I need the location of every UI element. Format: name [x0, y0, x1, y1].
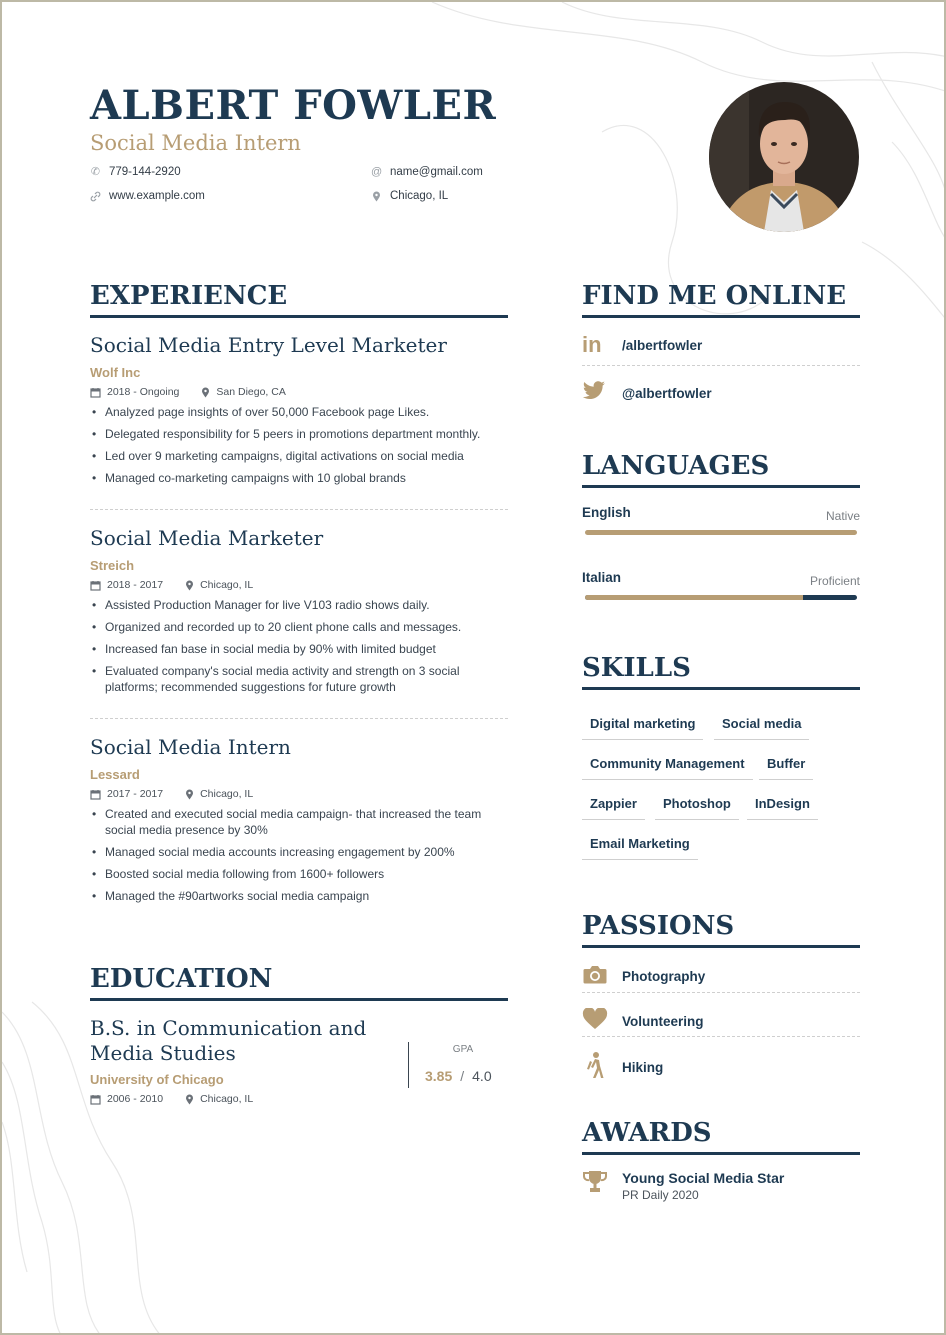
calendar-icon	[90, 789, 101, 800]
phone-icon: ✆	[90, 165, 101, 178]
skill-tag: Email Marketing	[582, 836, 698, 860]
education-dates	[90, 1093, 163, 1105]
language-level: Proficient	[809, 574, 860, 588]
profile-photo	[709, 82, 859, 232]
school-name: University of Chicago	[90, 1072, 224, 1087]
camera-icon	[582, 963, 608, 990]
job-location-text: Chicago, IL	[200, 579, 254, 591]
contact-email[interactable]	[371, 166, 483, 178]
twitter-handle[interactable]: @albertfowler	[622, 386, 712, 401]
job-divider	[90, 509, 508, 510]
language-bar	[585, 530, 857, 535]
languages-heading: LANGUAGES	[582, 451, 860, 488]
location-pin-icon	[185, 1094, 194, 1105]
job-bullets	[90, 597, 508, 695]
gpa-separator: /	[460, 1068, 465, 1084]
passion-divider	[582, 1036, 860, 1037]
language-item	[582, 570, 860, 588]
job-bullet: • Created and executed social media campaign- that increased the team social media presence by 30%	[90, 806, 490, 838]
online-divider	[582, 365, 860, 366]
job-bullet: • Evaluated company's social media activity and strength on 3 social platforms; recommended suggestions for future growth	[90, 663, 490, 695]
education-dates-text: 2006 - 2010	[107, 1093, 164, 1105]
job-bullets	[90, 404, 508, 486]
contact-website[interactable]	[90, 190, 205, 202]
job-title: Social Media Intern	[90, 735, 291, 759]
job-dates	[90, 386, 179, 398]
calendar-icon	[90, 387, 101, 398]
location-pin-icon	[201, 387, 210, 398]
job-bullet: • Increased fan base in social media by 90% with limited budget	[90, 641, 508, 657]
passion-divider	[582, 992, 860, 993]
job-bullet: • Boosted social media following from 1600+ followers	[90, 866, 508, 882]
degree-title: B.S. in Communication and Media Studies	[90, 1016, 367, 1065]
gpa-label: GPA	[452, 1044, 474, 1055]
location-pin-icon	[185, 789, 194, 800]
job-meta	[90, 579, 508, 591]
job-location-text: San Diego, CA	[216, 386, 286, 398]
job-meta	[90, 788, 508, 800]
language-name: Italian	[582, 570, 622, 585]
location-pin-icon	[371, 191, 382, 202]
job-dates-text: 2017 - 2017	[107, 788, 164, 800]
job-meta	[90, 386, 508, 398]
email-text[interactable]: name@gmail.com	[390, 166, 483, 178]
job-entry	[90, 333, 508, 492]
education-location	[185, 1093, 253, 1105]
gpa-values	[425, 1068, 492, 1084]
online-heading: FIND ME ONLINE	[582, 281, 860, 318]
education-meta	[90, 1093, 508, 1105]
passion-label: Photography	[622, 969, 706, 984]
job-bullet: • Led over 9 marketing campaigns, digital activations on social media	[90, 448, 508, 464]
skill-tag: InDesign	[747, 796, 818, 820]
award-title: Young Social Media Star	[622, 1170, 785, 1186]
job-location-text: Chicago, IL	[200, 788, 254, 800]
contact-phone	[90, 166, 181, 178]
skill-tag: Photoshop	[655, 796, 739, 820]
candidate-name: ALBERT FOWLER	[90, 82, 497, 129]
passion-item	[582, 1051, 860, 1084]
language-bar-fill	[585, 595, 803, 600]
website-text[interactable]: www.example.com	[109, 190, 205, 202]
job-bullet: • Organized and recorded up to 20 client phone calls and messages.	[90, 619, 508, 635]
skill-tag: Buffer	[759, 756, 813, 780]
awards-heading: AWARDS	[582, 1118, 860, 1155]
language-name: English	[582, 505, 631, 520]
education-location-text: Chicago, IL	[200, 1093, 254, 1105]
job-bullet: • Managed social media accounts increasing engagement by 200%	[90, 844, 508, 860]
job-bullet: • Delegated responsibility for 5 peers in promotions department monthly.	[90, 426, 508, 442]
job-bullet: • Managed the #90artworks social media campaign	[90, 888, 508, 904]
skill-tag: Zappier	[582, 796, 645, 820]
award-subtitle: PR Daily 2020	[622, 1188, 699, 1202]
skill-tag: Community Management	[582, 756, 753, 780]
job-title: Social Media Entry Level Marketer	[90, 333, 447, 357]
job-bullet: • Analyzed page insights of over 50,000 Facebook page Likes.	[90, 404, 508, 420]
gpa-max: 4.0	[472, 1068, 492, 1084]
passion-label: Volunteering	[622, 1014, 704, 1029]
skills-heading: SKILLS	[582, 653, 860, 690]
job-location	[185, 788, 253, 800]
job-dates-text: 2018 - 2017	[107, 579, 164, 591]
location-text: Chicago, IL	[390, 190, 449, 202]
heart-icon	[582, 1008, 608, 1035]
passion-item	[582, 1008, 860, 1035]
job-dates	[90, 579, 163, 591]
linkedin-icon: in	[582, 332, 602, 357]
online-item-twitter[interactable]	[582, 381, 860, 406]
skill-tag: Social media	[714, 716, 809, 740]
location-pin-icon	[185, 580, 194, 591]
job-dates	[90, 788, 163, 800]
job-entry	[90, 526, 508, 701]
phone-text: 779-144-2920	[109, 166, 181, 178]
job-bullet: • Managed co-marketing campaigns with 10 global brands	[90, 470, 508, 486]
language-level: Native	[825, 509, 860, 523]
job-company: Lessard	[90, 767, 140, 782]
award-text	[622, 1170, 784, 1202]
language-item	[582, 505, 860, 523]
candidate-role: Social Media Intern	[90, 131, 301, 155]
calendar-icon	[90, 1094, 101, 1105]
hiking-icon	[582, 1051, 608, 1084]
job-title: Social Media Marketer	[90, 526, 324, 550]
gpa-box	[408, 1042, 518, 1088]
link-icon	[90, 191, 101, 202]
job-company: Wolf Inc	[90, 365, 141, 380]
job-entry	[90, 735, 508, 910]
job-location	[201, 386, 285, 398]
job-bullet: • Assisted Production Manager for live V103 radio shows daily.	[90, 597, 508, 613]
skill-tag: Digital marketing	[582, 716, 703, 740]
job-divider	[90, 718, 508, 719]
award-item	[582, 1170, 860, 1202]
trophy-icon	[582, 1170, 608, 1199]
twitter-icon	[582, 381, 608, 406]
calendar-icon	[90, 580, 101, 591]
online-item-linkedin[interactable]	[582, 332, 860, 358]
gpa-value: 3.85	[425, 1068, 453, 1084]
job-company: Streich	[90, 558, 135, 573]
passion-label: Hiking	[622, 1060, 664, 1075]
passions-heading: PASSIONS	[582, 911, 860, 948]
passion-item	[582, 963, 860, 990]
linkedin-handle[interactable]: /albertfowler	[622, 337, 703, 353]
job-location	[185, 579, 253, 591]
contact-location	[371, 190, 448, 202]
language-bar-fill	[585, 530, 857, 535]
at-icon: @	[371, 165, 383, 178]
job-dates-text: 2018 - Ongoing	[107, 386, 180, 398]
language-bar	[585, 595, 857, 600]
education-heading: EDUCATION	[90, 964, 508, 1001]
experience-heading: EXPERIENCE	[90, 281, 508, 318]
job-bullets	[90, 806, 508, 904]
